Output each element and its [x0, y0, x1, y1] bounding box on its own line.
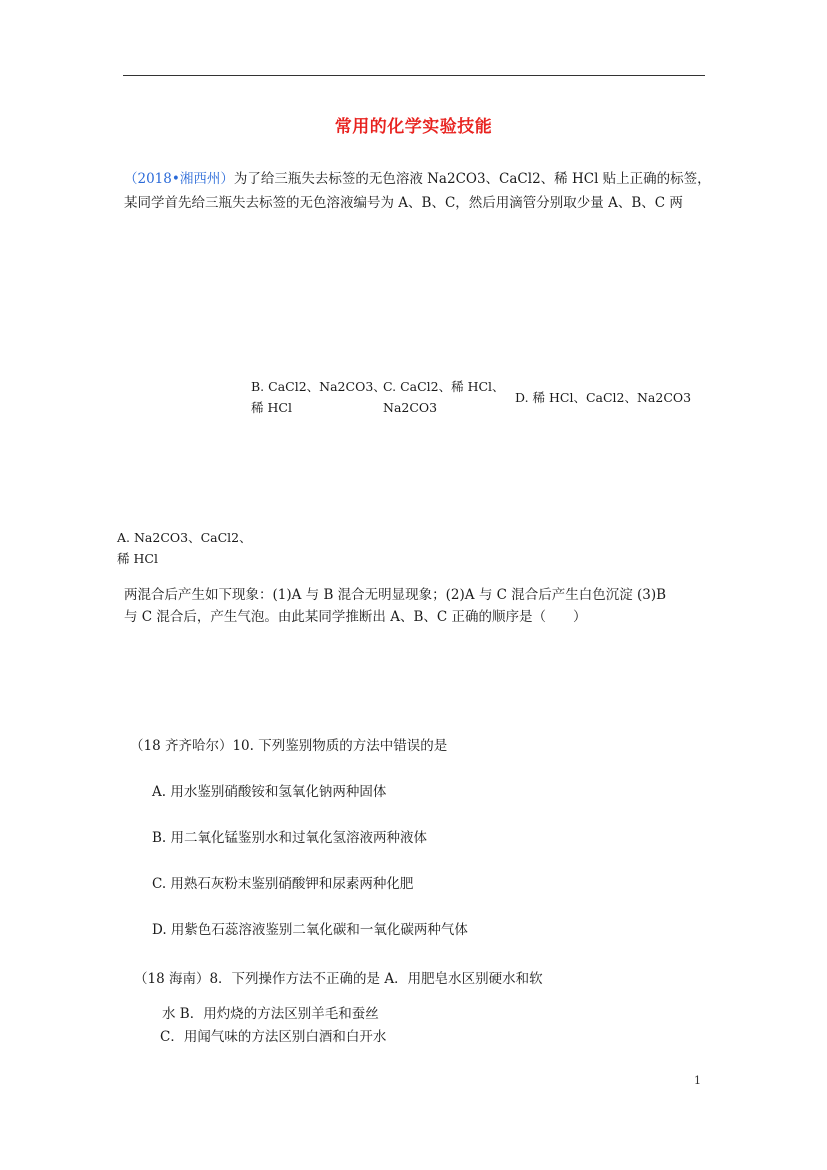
q2-option-d: D. 用紫色石蕊溶液鉴别二氧化碳和一氧化碳两种气体	[152, 922, 468, 938]
page-number: 1	[694, 1074, 701, 1087]
q3-line3: C．用闻气味的方法区别白酒和白开水	[160, 1029, 387, 1045]
q2-stem: （18 齐齐哈尔）10. 下列鉴别物质的方法中错误的是	[130, 738, 448, 754]
q1-option-a-line2: 稀 HCl	[117, 551, 158, 566]
q1-option-c-line2: Na2CO3	[383, 400, 438, 415]
q2-option-b: B. 用二氧化锰鉴别水和过氧化氢溶液两种液体	[152, 830, 428, 846]
q2-option-a: A. 用水鉴别硝酸铵和氢氧化钠两种固体	[152, 784, 387, 800]
q1-option-b-line2: 稀 HCl	[251, 400, 292, 415]
q3-line2: 水 B．用灼烧的方法区别羊毛和蚕丝	[162, 1006, 379, 1022]
q3-line1: （18 海南）8．下列操作方法不正确的是 A．用肥皂水区别硬水和软	[134, 971, 543, 987]
q1-option-d: D. 稀 HCl、CaCl2、Na2CO3	[515, 390, 692, 405]
page-title: 常用的化学实验技能	[334, 117, 493, 137]
q1-source: （2018•湘西州）	[124, 171, 234, 187]
q1-cont1: 两混合后产生如下现象：(1)A 与 B 混合无明显现象；(2)A 与 C 混合后产生白色沉淀 (3)B	[124, 587, 667, 603]
q1-option-c-line1: C. CaCl2、稀 HCl、	[383, 379, 505, 394]
q2-option-c: C. 用熟石灰粉末鉴别硝酸钾和尿素两种化肥	[152, 876, 414, 892]
q1-line1	[124, 169, 711, 189]
q1-option-a-line1: A. Na2CO3、CaCl2、	[117, 530, 252, 545]
q1-line1-text: 为了给三瓶失去标签的无色溶液 Na2CO3、CaCl2、稀 HCl 贴上正确的标签，	[233, 171, 711, 187]
header-rule	[123, 75, 705, 76]
q1-line2: 某同学首先给三瓶失去标签的无色溶液编号为 A、B、C，然后用滴管分别取少量 A、B、C 两	[124, 195, 683, 211]
q1-option-b-line1: B. CaCl2、Na2CO3、	[251, 379, 386, 394]
q1-cont2: 与 C 混合后，产生气泡。由此某同学推断出 A、B、C 正确的顺序是（ ）	[124, 609, 587, 625]
